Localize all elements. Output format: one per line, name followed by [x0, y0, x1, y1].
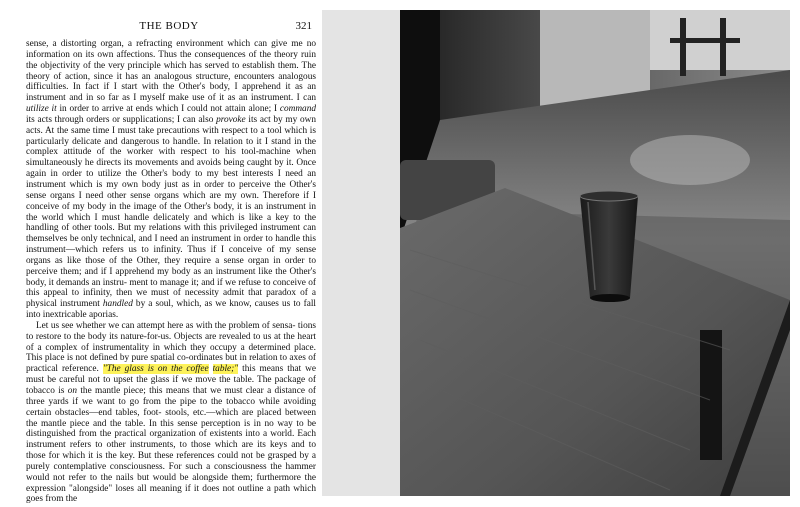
italic-text: handled [102, 299, 133, 310]
text-line: its [245, 114, 258, 125]
italic-text: command [279, 104, 316, 115]
page-gutter [322, 10, 400, 496]
page-header [26, 20, 312, 36]
highlighted-quote: table;" [212, 364, 239, 375]
text-line: no information on its own affections. Thus the consequences of the theory [26, 39, 316, 60]
paragraph-1 [26, 39, 316, 321]
text-line: stools, etc.—which are placed between the mantle piece and the table. [26, 407, 316, 429]
paragraph-2 [26, 321, 316, 505]
text-line: infinity. Thus if I conceive of my sense organs as like those of the Other, [26, 245, 317, 266]
text-line: that we must clear a distance of three yards if we want to go from the [26, 386, 317, 407]
text-line: by a soul, which, as we know, causes us to fall into inextricable [26, 299, 317, 321]
text-line: In this sense perception is in no way to be distinguished from the practical [26, 418, 317, 440]
text-line: are my own. Therefore if I conceive of my body in the image of the Other's [26, 190, 317, 212]
text-line: nails but would be alongside them; furthermore the expression "alongside" [26, 472, 316, 494]
text-line: tions to restore to the body its nature-for-us. Objects are revealed to us [26, 320, 316, 342]
page-number: 321 [295, 20, 312, 32]
text-line: consciousness. For such a consciousness the hammer would not refer to the [26, 461, 316, 483]
text-line: this means that we must be careful not to upset the glass if we [26, 364, 316, 386]
text-line: loses all meaning if it does not outline a path which goes from the [26, 483, 317, 505]
text-line: ment to manage it; and if we refuse to conceive of this appeal to infinity, [26, 277, 316, 299]
text-line: this privileged instrument can themselves be only technical, and I need [26, 223, 316, 245]
text-line: pipe to the tobacco while avoiding certain obstacles—end tables, foot- [26, 396, 316, 418]
text-line: Let us see whether we can attempt here as with the problem of sensa- [36, 320, 296, 331]
text-line: move the table. The package of tobacco is [26, 375, 316, 396]
italic-text: on [67, 386, 78, 396]
text-line: which is like a key to the handling of other tools. But my relations with [26, 212, 316, 234]
text-line: the mantle piece; this means [77, 386, 190, 396]
text-line: body, it is an instrument in the world which I must handle delicately and [26, 201, 316, 223]
text-line: my body as an instrument like the Other's body, it demands an instru- [26, 266, 316, 288]
text-line: in order to arrive at ends which I could not attain alone; I [56, 104, 278, 115]
text-line: ruin the objectivity of the very principle which has served to establish [26, 49, 317, 71]
italic-text: provoke [216, 114, 246, 125]
text-line: its acts through orders or supplications; I can also [26, 114, 217, 125]
page-body [26, 39, 316, 505]
text-line: respect to a tool which is particularly delicate and dangerous to handle. [26, 125, 317, 147]
text-line: In relation to it I stand in the complex attitude of the worker with respect [26, 136, 316, 158]
text-line: aporias. [89, 310, 119, 321]
coffee-table-photo [400, 10, 790, 496]
italic-text: utilize it [26, 104, 57, 115]
table-leg [700, 330, 722, 460]
text-line: I can [296, 93, 317, 104]
text-line: but in relation to axes of practical reference. [26, 353, 316, 375]
highlighted-quote: "The glass is on the coffee [102, 364, 209, 375]
text-line: to my best interests I need an instrument which is my own body just as in [26, 169, 316, 190]
text-line: instruments, to those which are its keys and to those for which it is the [26, 440, 316, 462]
text-line: organization of existents into a world. Each instrument refers to other [26, 429, 316, 451]
text-line: key. But these references could not be grasped by a purely contemplative [26, 451, 316, 472]
text-line: sense, a distorting organ, a refracting environment which can give me [26, 39, 303, 49]
text-line: analogous difficulties. In fact if I start with the Other's body, I apprehend [26, 71, 316, 93]
text-line: at the heart of a complex of instrumentality in which they occupy a [26, 331, 317, 353]
photo-illustration [400, 10, 790, 496]
text-line: determined place. This place is not defined by pure spatial co-ordinates [26, 342, 316, 364]
text-line: then we must of necessity admit that paradox of a physical instrument [26, 288, 316, 310]
book-page [10, 10, 322, 505]
text-line: them. The theory of action, since it has an analogous structure, encounters [26, 60, 316, 82]
text-line: avoids being caught by it. Once again in order to utilize the Other's body [26, 158, 317, 180]
text-line: they require a sense organ in order to perceive them; and if I apprehend [26, 255, 316, 277]
running-head: THE BODY [139, 20, 199, 32]
text-line: order to perceive the Other's sense organs I need other sense organs which [26, 179, 316, 201]
text-line: to his tool-machine when simultaneously he directs its movements and [26, 147, 317, 169]
text-line: an instrument in order to handle this instrument—which refers us to [26, 234, 316, 256]
text-line: it as an instrument and in so far as I myself make use of it as an instrument. [26, 82, 316, 104]
text-line: act by my own acts. At the same time I must take precautions with [26, 114, 316, 136]
floor-reflection [630, 135, 750, 185]
